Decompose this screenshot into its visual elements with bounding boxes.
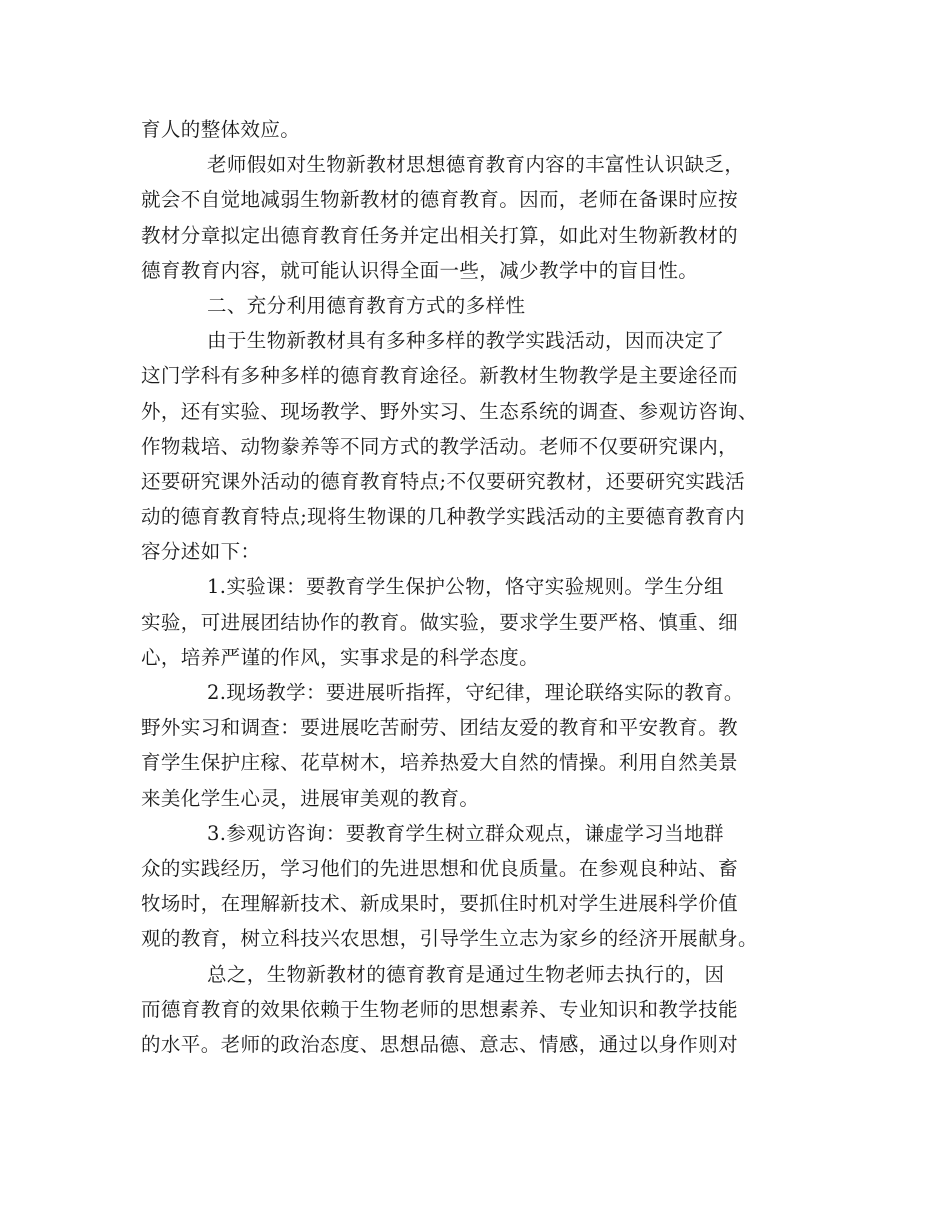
text-line: 1.实验课：要教育学生保护公物，恪守实验规则。学生分组	[207, 575, 724, 599]
text-line: 二、充分利用德育教育方式的多样性	[207, 293, 526, 317]
document-body	[141, 112, 821, 1062]
text-line: 育人的整体效应。	[141, 118, 301, 141]
text-line: 实验，可进展团结协作的教育。做实验，要求学生要严格、慎重、细	[141, 610, 739, 634]
text-line: 牧场时，在理解新技术、新成果时，要抓住时机对学生进展科学价值	[141, 892, 739, 916]
text-line: 总之，生物新教材的德育教育是通过生物老师去执行的，因	[207, 962, 725, 986]
text-line: 就会不自觉地减弱生物新教材的德育教育。因而，老师在备课时应按	[141, 188, 739, 212]
text-line: 的水平。老师的政治态度、思想品德、意志、情感，通过以身作则对	[141, 1032, 739, 1056]
text-line: 作物栽培、动物豢养等不同方式的教学活动。老师不仅要研究课内，	[141, 434, 739, 458]
text-line: 由于生物新教材具有多种多样的教学实践活动，因而决定了	[207, 329, 725, 353]
text-line: 育学生保护庄稼、花草树木，培养热爱大自然的情操。利用自然美景	[141, 751, 739, 775]
text-line: 心，培养严谨的作风，实事求是的科学态度。	[141, 645, 540, 669]
text-line: 而德育教育的效果依赖于生物老师的思想素养、专业知识和教学技能	[141, 997, 739, 1021]
text-line: 教材分章拟定出德育教育任务并定出相关打算，如此对生物新教材的	[141, 223, 739, 247]
text-line: 老师假如对生物新教材思想德育教育内容的丰富性认识缺乏，	[207, 153, 745, 177]
text-line: 这门学科有多种多样的德育教育途径。新教材生物教学是主要途径而	[141, 364, 739, 388]
text-line: 观的教育，树立科技兴农思想，引导学生立志为家乡的经济开展献身。	[141, 927, 758, 951]
text-line: 容分述如下：	[141, 540, 261, 564]
text-line: 动的德育教育特点;现将生物课的几种教学实践活动的主要德育教育内	[141, 505, 745, 529]
text-line: 外，还有实验、现场教学、野外实习、生态系统的调查、参观访咨询、	[141, 399, 758, 423]
text-line: 众的实践经历，学习他们的先进思想和优良质量。在参观良种站、畜	[141, 856, 739, 880]
text-line: 来美化学生心灵，进展审美观的教育。	[141, 786, 480, 810]
text-line: 德育教育内容，就可能认识得全面一些，减少教学中的盲目性。	[141, 258, 699, 282]
text-line: 2.现场教学：要进展听指挥，守纪律，理论联络实际的教育。	[207, 681, 744, 704]
text-line: 还要研究课外活动的德育教育特点;不仅要研究教材，还要研究实践活	[141, 469, 745, 493]
text-line: 3.参观访咨询：要教育学生树立群众观点，谦虚学习当地群	[207, 821, 724, 845]
text-line: 野外实习和调查：要进展吃苦耐劳、团结友爱的教育和平安教育。教	[141, 716, 739, 740]
